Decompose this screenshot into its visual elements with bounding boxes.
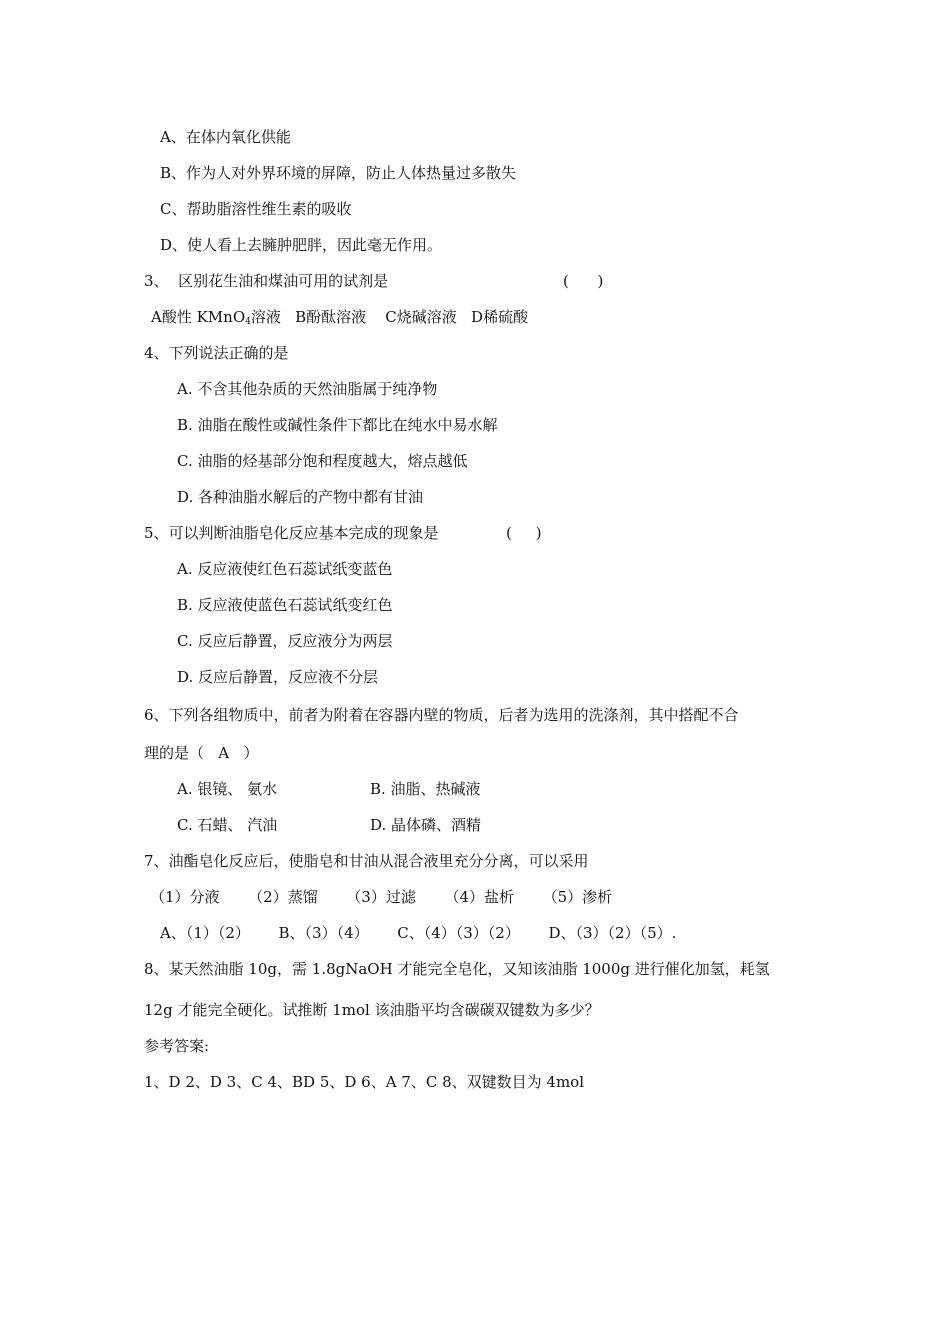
q7-options: A、（1）（2） B、（3）（4） C、（4）（3）（2） D、（3）（2）（5）.: [160, 924, 677, 942]
q2-option-c: C、帮助脂溶性维生素的吸收: [160, 200, 352, 218]
q8-line2: 12g 才能完全硬化。试推断 1mol 该油脂平均含碳碳双键数为多少？: [144, 1001, 600, 1019]
q4-option-a: A. 不含其他杂质的天然油脂属于纯净物: [177, 380, 438, 398]
q3-option-a-subscript: 4: [245, 317, 251, 327]
answers-text: 1、D 2、D 3、C 4、BD 5、D 6、A 7、C 8、双键数目为 4mol: [144, 1073, 585, 1091]
q6-stem-line2: 理的是（ A ）: [144, 744, 259, 762]
q5-option-d: D. 反应后静置，反应液不分层: [177, 668, 379, 686]
q6-option-d: D. 晶体磷、酒精: [370, 816, 482, 834]
q8-line1: 8、某天然油脂 10g，需 1.8gNaOH 才能完全皂化，又知该油脂 1000g 进行催化加氢，耗氢: [144, 960, 770, 978]
q6-stem-line1: 6、下列各组物质中，前者为附着在容器内壁的物质，后者为选用的洗涤剂，其中搭配不合: [144, 706, 739, 724]
answers-heading: 参考答案:: [144, 1037, 210, 1055]
q3-answer-paren: ( ): [563, 272, 604, 290]
q4-stem: 4、下列说法正确的是: [144, 344, 289, 362]
q7-methods: （1）分液 （2）蒸馏 （3）过滤 （4）盐析 （5）渗析: [150, 888, 613, 906]
q6-option-c: C. 石蜡、 汽油: [177, 816, 278, 834]
q5-option-b: B. 反应液使蓝色石蕊试纸变红色: [177, 596, 393, 614]
q5-answer-paren: ( ): [506, 524, 542, 542]
q3-option-a-prefix: A酸性 KMnO: [151, 308, 246, 326]
q7-stem: 7、油酯皂化反应后，使脂皂和甘油从混合液里充分分离，可以采用: [144, 852, 589, 870]
q2-option-b: B、作为人对外界环境的屏障，防止人体热量过多散失: [160, 164, 517, 182]
q2-option-a: A、在体内氧化供能: [160, 128, 291, 146]
q6-option-a: A. 银镜、 氨水: [177, 780, 278, 798]
q3-stem: 3、 区别花生油和煤油可用的试剂是: [144, 272, 389, 290]
q4-option-c: C. 油脂的烃基部分饱和程度越大，熔点越低: [177, 452, 468, 470]
q4-option-d: D. 各种油脂水解后的产物中都有甘油: [177, 488, 424, 506]
q3-options: [151, 307, 528, 332]
q6-option-b: B. 油脂、热碱液: [370, 780, 481, 798]
q3-options-rest: 溶液 B酚酞溶液 C烧碱溶液 D稀硫酸: [250, 308, 529, 326]
q5-option-a: A. 反应液使红色石蕊试纸变蓝色: [177, 560, 393, 578]
q5-option-c: C. 反应后静置，反应液分为两层: [177, 632, 393, 650]
q4-option-b: B. 油脂在酸性或碱性条件下都比在纯水中易水解: [177, 416, 498, 434]
q2-option-d: D、使人看上去臃肿肥胖，因此毫无作用。: [160, 236, 443, 254]
q5-stem: 5、可以判断油脂皂化反应基本完成的现象是: [144, 524, 439, 542]
